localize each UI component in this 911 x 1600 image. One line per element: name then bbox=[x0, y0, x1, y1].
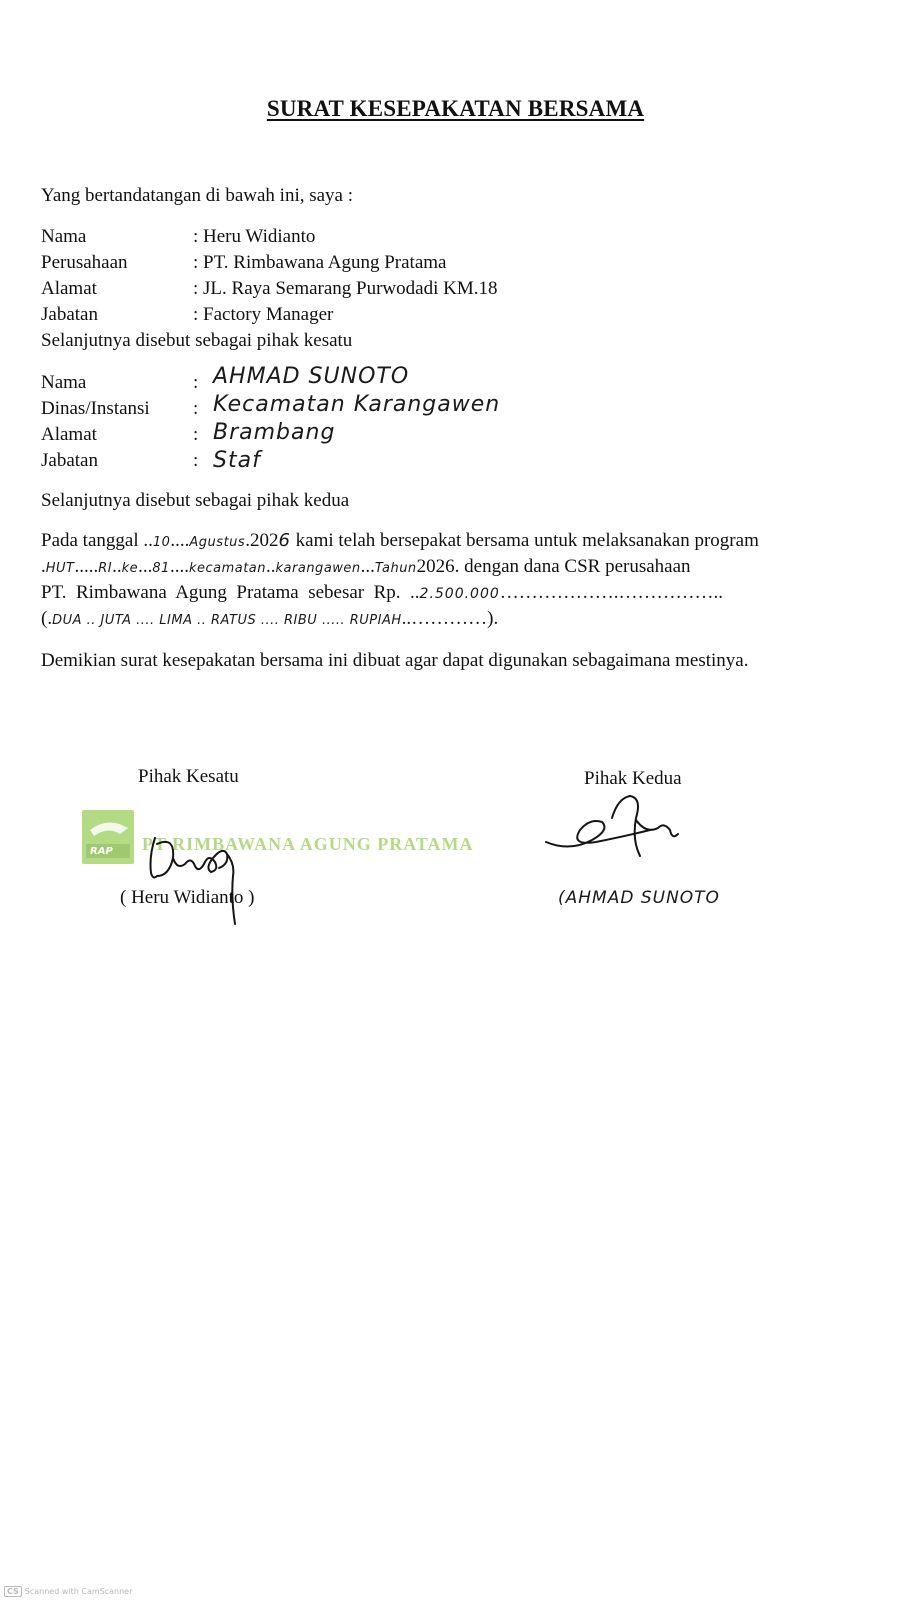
scanner-watermark-text: Scanned with CamScanner bbox=[24, 1587, 133, 1596]
stamp-text: PT RIMBAWANA AGUNG PRATAMA bbox=[142, 834, 474, 854]
field-label-nama-2: Nama bbox=[41, 372, 87, 393]
field-colon-jabatan-2: : bbox=[193, 450, 199, 471]
stamp-logo-text: RAP bbox=[90, 846, 113, 857]
field-label-dinas: Dinas/Instansi bbox=[41, 398, 150, 419]
agreement-line-2 bbox=[41, 554, 691, 582]
signature-heru bbox=[135, 818, 245, 928]
agreement-dots: ..... bbox=[74, 556, 99, 577]
field-value-perusahaan: : PT. Rimbawana Agung Pratama bbox=[193, 252, 447, 273]
handwritten-alamat-2: Brambang bbox=[213, 420, 336, 445]
agreement-text: .202 bbox=[245, 530, 279, 551]
agreement-dots: .. bbox=[112, 556, 122, 577]
agreement-text: PT. Rimbawana Agung Pratama sebesar Rp. .. bbox=[41, 582, 420, 603]
agreement-dots: .... bbox=[170, 530, 190, 551]
field-label-alamat: Alamat bbox=[41, 278, 97, 299]
field-label-jabatan-2: Jabatan bbox=[41, 450, 98, 471]
handwritten-program: 81 bbox=[152, 561, 170, 576]
agreement-year: 2026 bbox=[416, 556, 455, 577]
agreement-text: . dengan dana CSR perusahaan bbox=[454, 556, 691, 577]
handwritten-program: ke bbox=[121, 561, 139, 576]
agreement-line-4 bbox=[41, 606, 498, 634]
scanner-watermark bbox=[4, 1586, 132, 1597]
field-label-perusahaan: Perusahaan bbox=[41, 252, 128, 273]
agreement-dots: .... bbox=[169, 556, 189, 577]
handwritten-program: karangawen bbox=[275, 561, 361, 576]
agreement-dots: ……………….…………….. bbox=[499, 582, 724, 603]
agreement-text: ..…………). bbox=[401, 608, 499, 629]
agreement-dots: ... bbox=[138, 556, 153, 577]
agreement-text: kami telah bersepakat bersama untuk melaksanakan program bbox=[290, 530, 759, 551]
intro-text: Yang bertandatangan di bawah ini, saya : bbox=[41, 185, 354, 206]
handwritten-nama-2: AHMAD SUNOTO bbox=[213, 364, 410, 389]
handwritten-program: kecamatan bbox=[188, 561, 267, 576]
handwritten-jabatan-2: Staf bbox=[213, 448, 261, 473]
company-stamp bbox=[80, 808, 474, 868]
pihak-kedua-heading: Pihak Kedua bbox=[584, 768, 682, 789]
field-label-jabatan: Jabatan bbox=[41, 304, 98, 325]
handwritten-amount: 2.500.000 bbox=[419, 586, 500, 602]
pihak-kesatu-name: ( Heru Widianto ) bbox=[120, 887, 255, 908]
agreement-line-1 bbox=[41, 528, 759, 556]
handwritten-date: 10 bbox=[152, 535, 171, 550]
field-colon-nama-2: : bbox=[193, 372, 199, 393]
field-label-nama: Nama bbox=[41, 226, 87, 247]
field-label-alamat-2: Alamat bbox=[41, 424, 97, 445]
document-title: SURAT KESEPAKATAN BERSAMA bbox=[266, 96, 645, 121]
agreement-dots: ... bbox=[360, 556, 375, 577]
agreement-dots: . bbox=[41, 556, 46, 577]
handwritten-program: Tahun bbox=[374, 561, 417, 576]
pihak-kesatu-closing: Selanjutnya disebut sebagai pihak kesatu bbox=[41, 330, 353, 351]
field-value-nama: : Heru Widianto bbox=[193, 226, 316, 247]
handwritten-dinas: Kecamatan Karangawen bbox=[213, 392, 501, 417]
agreement-closing: Demikian surat kesepakatan bersama ini dibuat agar dapat digunakan sebagaimana mestinya. bbox=[41, 650, 749, 671]
field-value-jabatan: : Factory Manager bbox=[193, 304, 334, 325]
agreement-line-3 bbox=[41, 580, 723, 607]
camscanner-icon: CS bbox=[4, 1586, 22, 1597]
pihak-kedua-name: (AHMAD SUNOTO bbox=[558, 888, 720, 908]
agreement-text: (. bbox=[41, 608, 53, 629]
agreement-text: Pada tanggal .. bbox=[41, 530, 153, 551]
handwritten-month: Agustus bbox=[189, 535, 246, 550]
field-colon-alamat-2: : bbox=[193, 424, 199, 445]
signature-ahmad bbox=[540, 790, 700, 870]
handwritten-program: HUT bbox=[45, 561, 75, 576]
field-value-alamat: : JL. Raya Semarang Purwodadi KM.18 bbox=[193, 278, 498, 299]
field-colon-dinas: : bbox=[193, 398, 199, 419]
handwritten-program: RI bbox=[98, 561, 113, 576]
agreement-dots: .. bbox=[266, 556, 276, 577]
handwritten-amount-words: DUA .. JUTA .... LIMA .. RATUS .... RIBU ..... RUPIAH bbox=[52, 613, 402, 628]
pihak-kesatu-heading: Pihak Kesatu bbox=[138, 766, 239, 787]
pihak-kedua-closing: Selanjutnya disebut sebagai pihak kedua bbox=[41, 490, 350, 511]
handwritten-year-digit: 6 bbox=[278, 530, 291, 551]
